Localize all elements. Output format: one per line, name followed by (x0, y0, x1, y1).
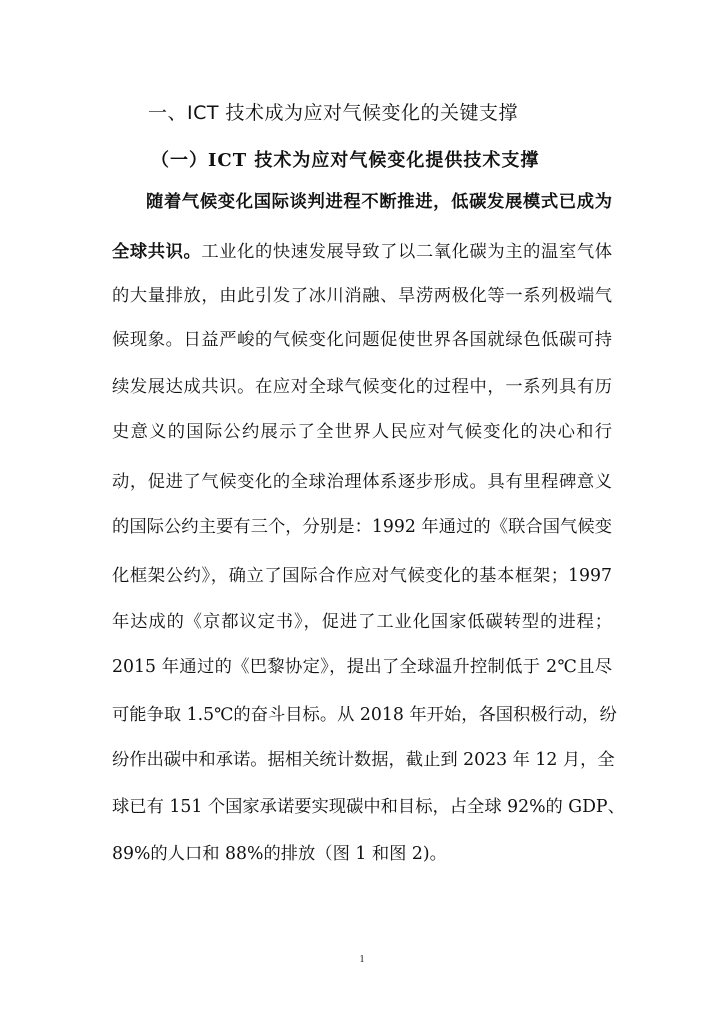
bold-lead-text-end: 全球共识。 (112, 242, 202, 262)
paragraph-line-1 (146, 190, 612, 214)
section-heading: 一、ICT 技术成为应对气候变化的关键支撑 (148, 102, 519, 124)
paragraph-line-8: 的国际公约主要有三个，分别是：1992 年通过的《联合国气候变 (112, 517, 612, 537)
paragraph-text: 工业化的快速发展导致了以二氧化碳为主的温室气体 (201, 242, 612, 262)
paragraph-line-6: 史意义的国际公约展示了全世界人民应对气候变化的决心和行 (112, 422, 612, 442)
paragraph-line-9: 化框架公约》，确立了国际合作应对气候变化的基本框架；1997 (112, 566, 612, 586)
paragraph-line-7: 动，促进了气候变化的全球治理体系逐步形成。具有里程碑意义 (112, 472, 612, 492)
paragraph-line-11: 2015 年通过的《巴黎协定》，提出了全球温升控制低于 2℃且尽 (112, 657, 612, 677)
paragraph-line-3: 的大量排放，由此引发了冰川消融、旱涝两极化等一系列极端气 (112, 286, 612, 306)
paragraph-line-2 (112, 240, 612, 264)
bold-lead-text: 随着气候变化国际谈判进程不断推进，低碳发展模式已成为 (146, 192, 612, 212)
page-number: 1 (359, 954, 365, 965)
paragraph-line-10: 年达成的《京都议定书》，促进了工业化国家低碳转型的进程； (112, 612, 612, 632)
paragraph-line-13: 纷作出碳中和承诺。据相关统计数据，截止到 2023 年 12 月，全 (112, 750, 615, 770)
paragraph-line-14: 球已有 151 个国家承诺要实现碳中和目标，占全球 92%的 GDP、 (112, 797, 625, 817)
subsection-heading: （一）ICT 技术为应对气候变化提供技术支撑 (151, 150, 540, 171)
paragraph-line-5: 续发展达成共识。在应对全球气候变化的过程中，一系列具有历 (112, 377, 612, 397)
paragraph-line-15: 89%的人口和 88%的排放（图 1 和图 2)。 (112, 844, 447, 864)
paragraph-line-4: 候现象。日益严峻的气候变化问题促使世界各国就绿色低碳可持 (112, 330, 612, 350)
paragraph-line-12: 可能争取 1.5℃的奋斗目标。从 2018 年开始，各国积极行动，纷 (112, 705, 617, 725)
